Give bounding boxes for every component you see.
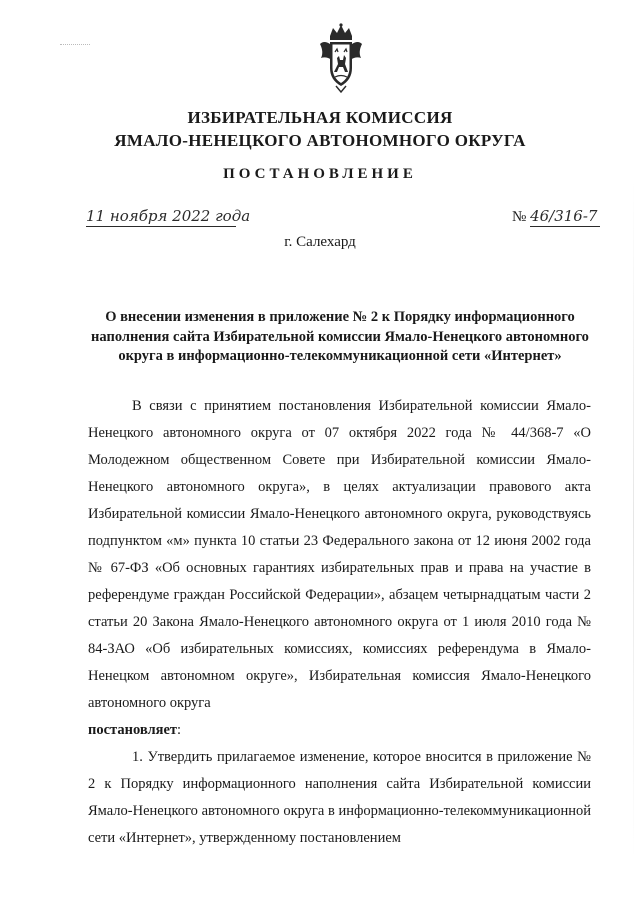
resolves-colon: : bbox=[177, 722, 182, 738]
scan-edge-shadow bbox=[633, 180, 634, 860]
document-body bbox=[88, 393, 591, 852]
document-type: ПОСТАНОВЛЕНИЕ bbox=[223, 166, 417, 182]
number-sign: № bbox=[512, 209, 527, 225]
coat-of-arms-icon bbox=[318, 22, 364, 94]
decree-number: 46/316-7 bbox=[530, 206, 600, 227]
preamble-text: В связи с принятием постановления Избирательной комиссии Ямало-Ненецкого автономного округа от 07 октября 2022 года № 44/368-7 «О Молодежном общественном Совете при Избирательной комиссии Ямало-Ненецкого автономного округа», в целях актуализации правового акта Избирательной комиссии Ямало-Ненецкого автономного округа, руководствуясь подпунктом «м» пункта 10 статьи 23 Федерального закона от 12 июня 2002 года № 67-ФЗ «Об основных гарантиях избирательных прав и права на участие в референдуме граждан Российской Федерации», абзацем четырнадцатым части 2 статьи 20 Закона Ямало-Ненецкого автономного округа от 1 июля 2010 года № 84-ЗАО «Об избирательных комиссиях, комиссиях референдума в Ямало-Ненецком автономном округе», Избирательная комиссия Ямало-Ненецкого автономного округа bbox=[88, 398, 591, 711]
decree-date: 11 ноября 2022 года bbox=[86, 207, 251, 225]
org-name-line1: ИЗБИРАТЕЛЬНАЯ КОМИССИЯ bbox=[187, 108, 453, 127]
paragraph-item-1 bbox=[88, 744, 591, 852]
decree-number-field bbox=[512, 206, 600, 226]
resolves-word: постановляет bbox=[88, 722, 178, 738]
org-name-line2: ЯМАЛО-НЕНЕЦКОГО АВТОНОМНОГО ОКРУГА bbox=[114, 131, 526, 150]
paragraph-preamble bbox=[88, 393, 591, 717]
document-title: О внесении изменения в приложение № 2 к Порядку информационного наполнения сайта Избирательной комиссии Ямало-Ненецкого автономного округа в информационно-телекоммуникационной сети «Интернет» bbox=[91, 309, 589, 364]
city: г. Салехард bbox=[284, 234, 356, 250]
item-1-text: 1. Утвердить прилагаемое изменение, которое вносится в приложение № 2 к Порядку информационного наполнения сайта Избирательной комиссии Ямало-Ненецкого автономного округа в информационно-телекоммуникационной сети «Интернет», утвержденному постановлением bbox=[88, 749, 591, 846]
paragraph-resolves bbox=[88, 717, 591, 744]
scan-artifact bbox=[60, 44, 90, 46]
